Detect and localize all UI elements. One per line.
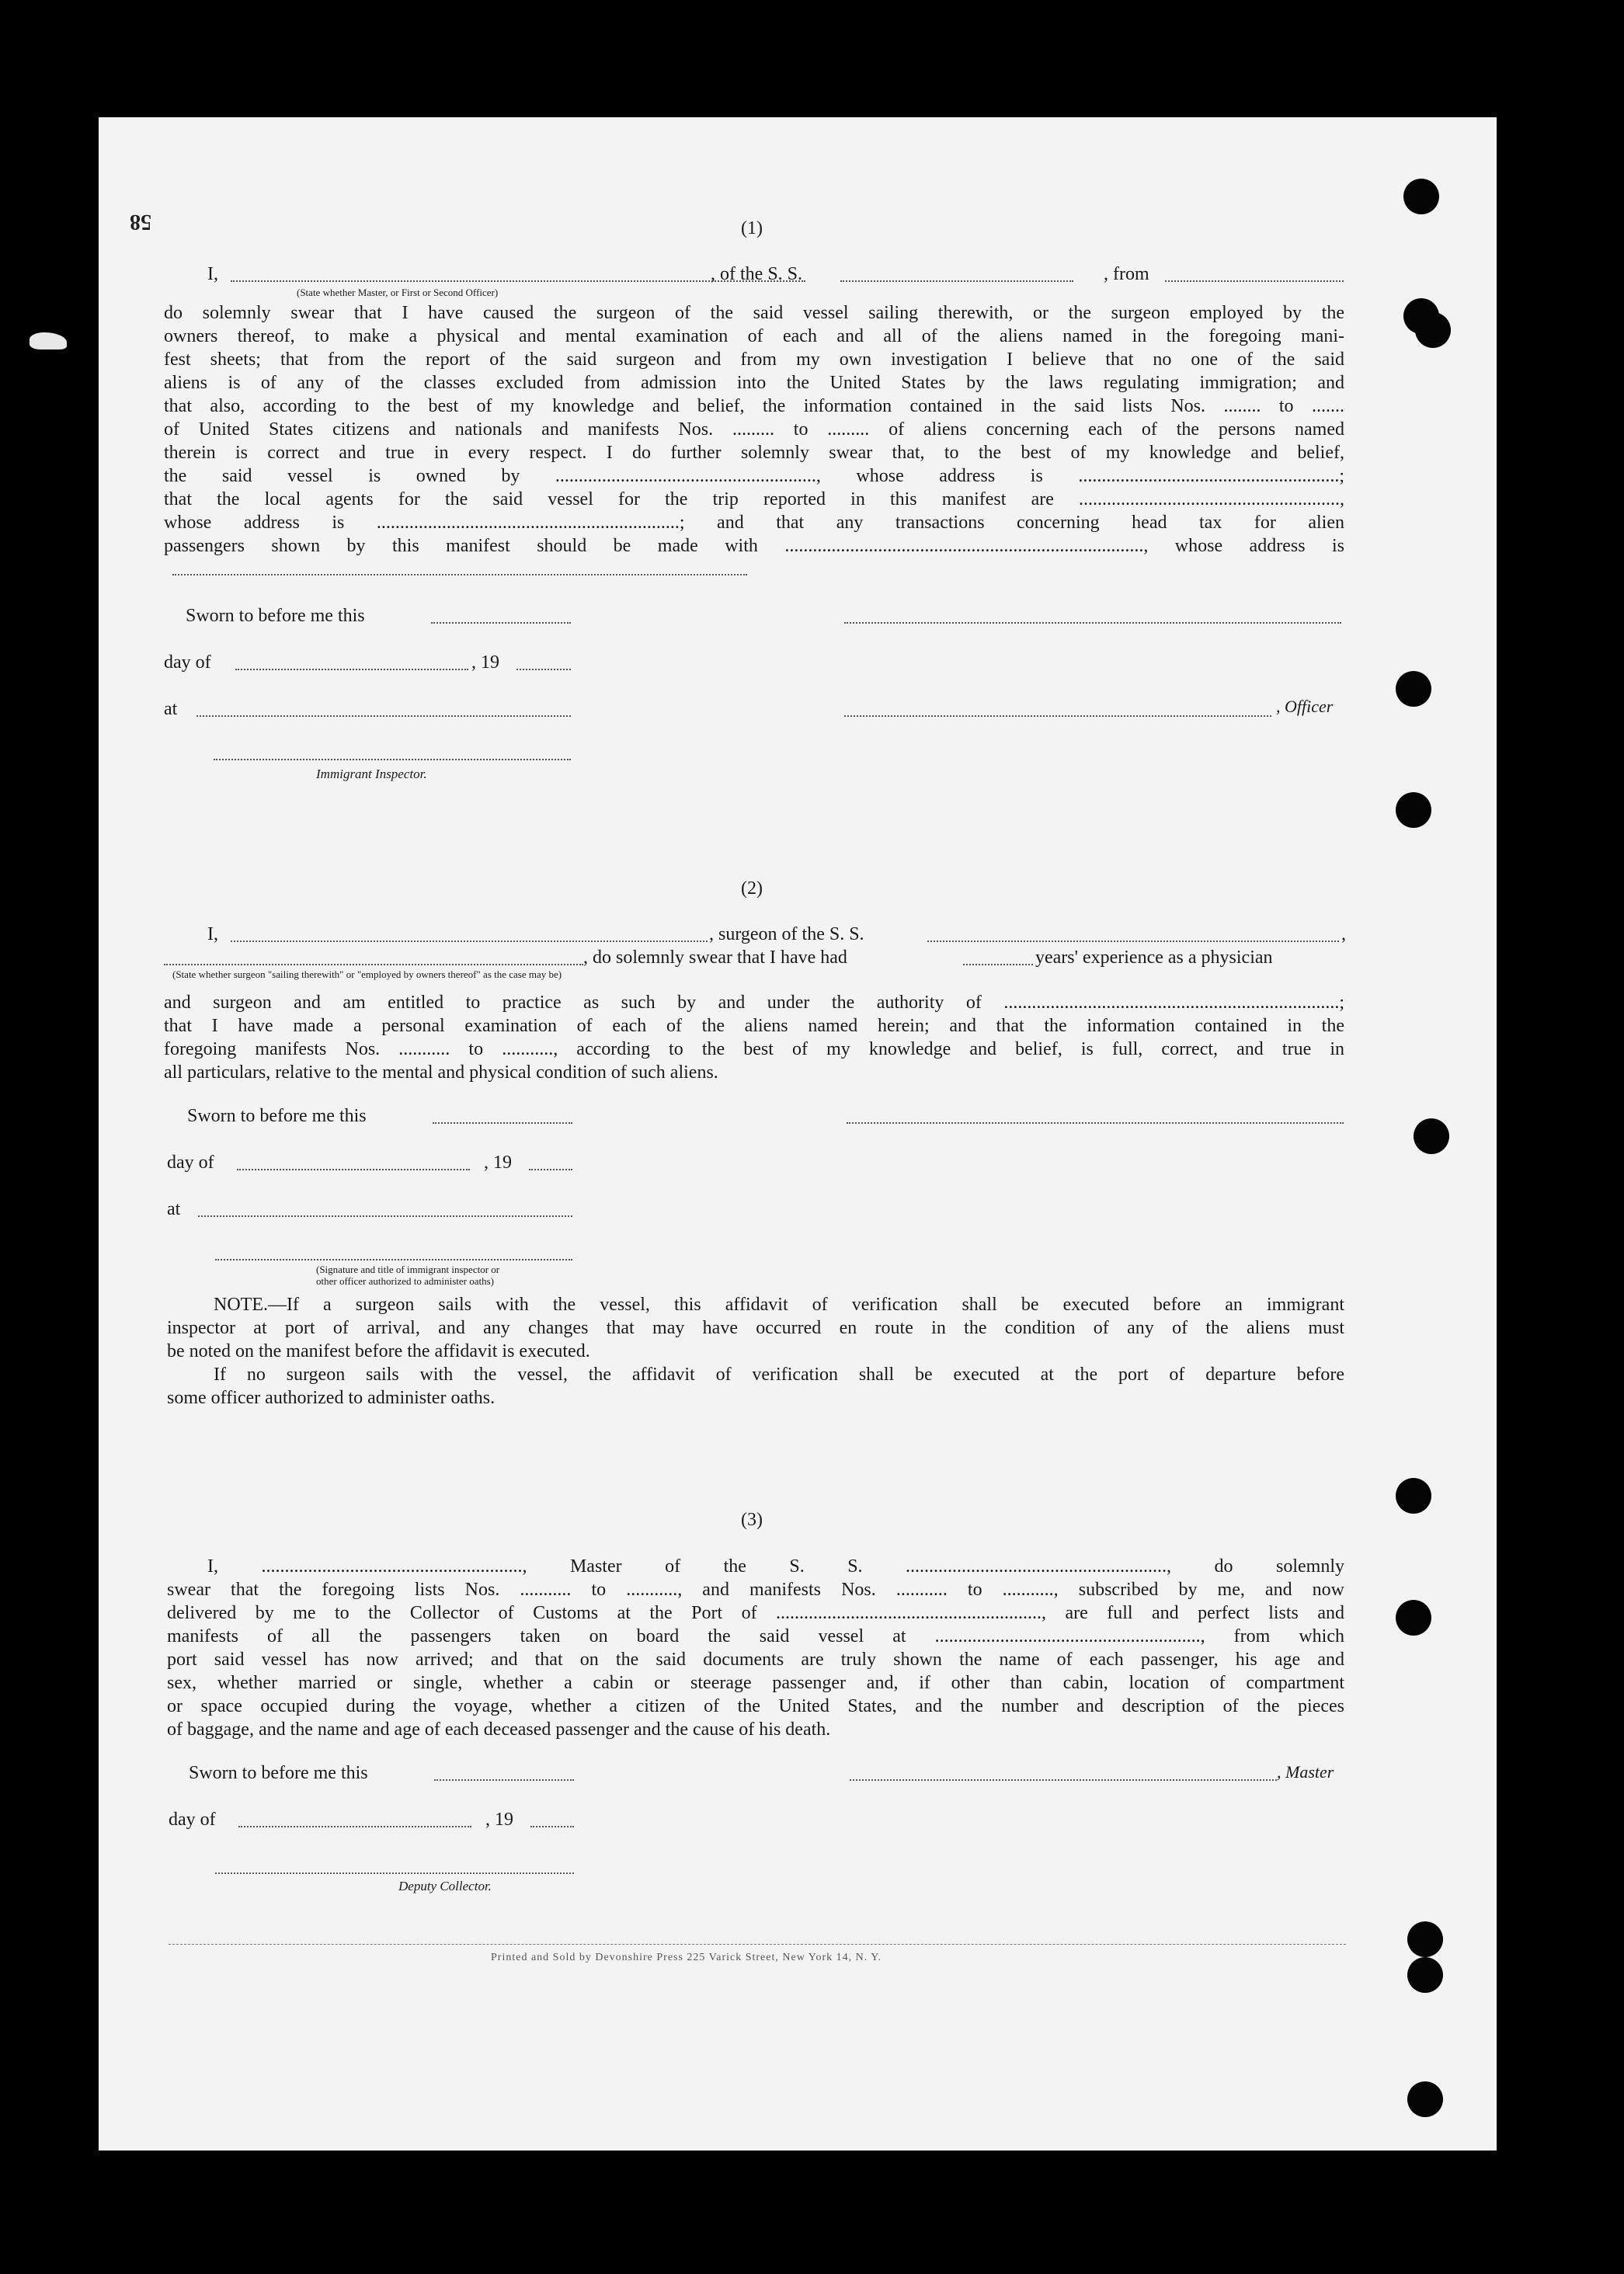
manifest-page [99,117,1497,2151]
s2-i: I, [207,924,218,944]
s2-body-line: and surgeon and am entitled to practice as such by and under the authority of ........................................................................; [164,993,1344,1013]
s1-body-line: passengers shown by this manifest should be made with ............................................................................., whose address is [164,536,1344,556]
footer-rule [169,1944,1346,1945]
s1-vessel-blank [840,280,1073,282]
s1-body-line: fest sheets; that from the report of the said surgeon and from my own investigation I believe that no one of the said [164,349,1344,370]
s3-sworn: Sworn to before me this [189,1763,368,1783]
section-2-number: (2) [741,878,763,899]
corner-mark: 58 [130,210,151,234]
s3-body-line: manifests of all the passengers taken on board the said vessel at ........................................................., from which [167,1626,1344,1646]
s1-caption: (State whether Master, or First or Second Officer) [297,287,499,298]
s1-body-line: do solemnly swear that I have caused the surgeon of the said vessel sailing therewith, or the surgeon employed by the [164,303,1344,323]
s3-body-line: swear that the foregoing lists Nos. ........... to ..........., and manifests Nos. ........... to ..........., subscribed by me, and now [167,1580,1344,1600]
binder-hole [1407,1957,1443,1993]
s3-body-line: or space occupied during the voyage, whether a citizen of the United States, and the number and description of the pieces [167,1696,1344,1716]
s1-at-blank [196,715,571,717]
s2-at-blank [198,1215,572,1217]
s3-deputy-blank [215,1872,574,1874]
s1-day-blank [235,669,468,670]
s2-years-blank [963,964,1033,965]
s2-signature-blank [847,1122,1344,1124]
s3-master-blank [850,1779,1277,1781]
binder-hole [1407,2081,1443,2117]
s1-body-line: owners thereof, to make a physical and mental examination of each and all of the aliens named in the foregoing mani- [164,326,1344,346]
s2-capacity-blank [164,964,583,965]
s2-sig-caption-line: (Signature and title of immigrant inspector or [316,1264,500,1275]
binder-hole [1415,312,1451,348]
s2-years: years' experience as a physician [1035,948,1273,968]
binder-hole [1403,179,1439,214]
s2-sworn-blank [433,1122,572,1124]
s1-day-of: day of [164,652,211,673]
s1-address-blank [172,574,747,575]
s1-body-line: whose address is .................................................................; and that any transactions concerning head tax for alien [164,513,1344,533]
binder-hole [1414,1118,1449,1154]
s1-year-blank [516,669,571,670]
s2-year: , 19 [484,1153,512,1173]
s3-body-line: I, ........................................................, Master of the S. S. ........................................................, do solemnly [207,1556,1344,1577]
s1-body-line: the said vessel is owned by ........................................................, whose address is ........................................................; [164,466,1344,486]
s2-comma: , [1341,924,1346,944]
s2-body-line: all particulars, relative to the mental and physical condition of such aliens. [164,1062,718,1083]
s1-body [164,301,1344,558]
paper-scrap [30,332,67,349]
s3-sworn-blank [434,1779,574,1781]
s2-note-line: NOTE.—If a surgeon sails with the vessel, this affidavit of verification shall be executed before an immigrant [214,1295,1344,1315]
s2-vessel-blank [927,941,1339,942]
s2-note-line: inspector at port of arrival, and any changes that may have occurred en route in the condition of any of the aliens must [167,1318,1344,1338]
section-3-number: (3) [741,1510,763,1530]
s1-officer: , Officer [1276,697,1334,716]
s1-sworn-blank [431,622,571,624]
s1-from: , from [1104,264,1149,284]
s2-at: at [167,1199,181,1219]
s1-body-line: of United States citizens and nationals and manifests Nos. ......... to ......... of aliens concerning each of the persons named [164,419,1344,440]
s2-swear: , do solemnly swear that I have had [583,948,847,968]
s1-inspector: Immigrant Inspector. [316,767,427,781]
s2-caption: (State whether surgeon "sailing therewith" or "employed by owners thereof" as the case may be) [172,968,562,980]
s2-body-line: foregoing manifests Nos. ........... to ..........., according to the best of my knowledge and belief, is full, correct, and true in [164,1039,1344,1059]
binder-hole [1396,1478,1431,1514]
s2-sworn: Sworn to before me this [187,1106,367,1126]
s1-body-line: aliens is of any of the classes excluded from admission into the United States by the laws regulating immigration; and [164,373,1344,393]
s3-day-blank [238,1826,471,1827]
s2-sig-caption [316,1264,500,1287]
s1-officer-sign-blank [844,715,1271,717]
s2-note-line: If no surgeon sails with the vessel, the affidavit of verification shall be executed at the port of departure before [214,1365,1344,1385]
s1-inspector-blank [214,759,571,760]
s1-sworn: Sworn to before me this [186,606,365,626]
binder-hole [1396,1600,1431,1636]
s1-year: , 19 [471,652,499,673]
s3-day-of: day of [169,1810,216,1830]
s2-sig-caption-line: other officer authorized to administer oaths) [316,1275,494,1287]
section-1-number: (1) [741,218,763,238]
s2-note [167,1293,1344,1410]
printer-credit: Printed and Sold by Devonshire Press 225 Varick Street, New York 14, N. Y. [491,1952,882,1963]
s2-surgeon: , surgeon of the S. S. [709,924,864,944]
s3-body-line: delivered by me to the Collector of Customs at the Port of ........................................................., are full and perfect lists and [167,1603,1344,1623]
s1-at: at [164,699,178,719]
s3-year: , 19 [485,1810,513,1830]
s1-body-line: that also, according to the best of my knowledge and belief, the information contained in the said lists Nos. ........ to ....... [164,396,1344,416]
s3-year-blank [530,1826,574,1827]
s1-from-blank [1165,280,1344,282]
s1-body-line: that the local agents for the said vessel for the trip reported in this manifest are ........................................................, [164,489,1344,509]
s1-of-ss: , of the S. S. [711,264,803,284]
s1-signature-blank [844,622,1341,624]
s1-i: I, [207,264,218,284]
s2-day-of: day of [167,1153,214,1173]
s3-body [167,1555,1344,1741]
s3-body-line: of baggage, and the name and age of each deceased passenger and the cause of his death. [167,1719,831,1740]
s1-body-line: therein is correct and true in every respect. I do further solemnly swear that, to the best of my knowledge and belief, [164,443,1344,463]
s3-master: , Master [1277,1762,1334,1782]
binder-hole [1396,792,1431,828]
s2-note-line: some officer authorized to administer oaths. [167,1388,496,1408]
s2-name-blank [231,941,708,942]
s2-day-blank [237,1169,470,1170]
s3-body-line: port said vessel has now arrived; and that on the said documents are truly shown the name of each passenger, his age and [167,1650,1344,1670]
binder-hole [1396,671,1431,707]
s2-note-line: be noted on the manifest before the affidavit is executed. [167,1341,590,1361]
s2-year-blank [529,1169,572,1170]
s2-sig-blank [215,1259,572,1260]
s2-body [164,991,1344,1084]
s3-deputy: Deputy Collector. [398,1879,492,1893]
s2-body-line: that I have made a personal examination of each of the aliens named herein; and that the information contained in the [164,1016,1344,1036]
s3-body-line: sex, whether married or single, whether a cabin or steerage passenger and, if other than cabin, location of compartment [167,1673,1344,1693]
binder-hole [1407,1921,1443,1957]
